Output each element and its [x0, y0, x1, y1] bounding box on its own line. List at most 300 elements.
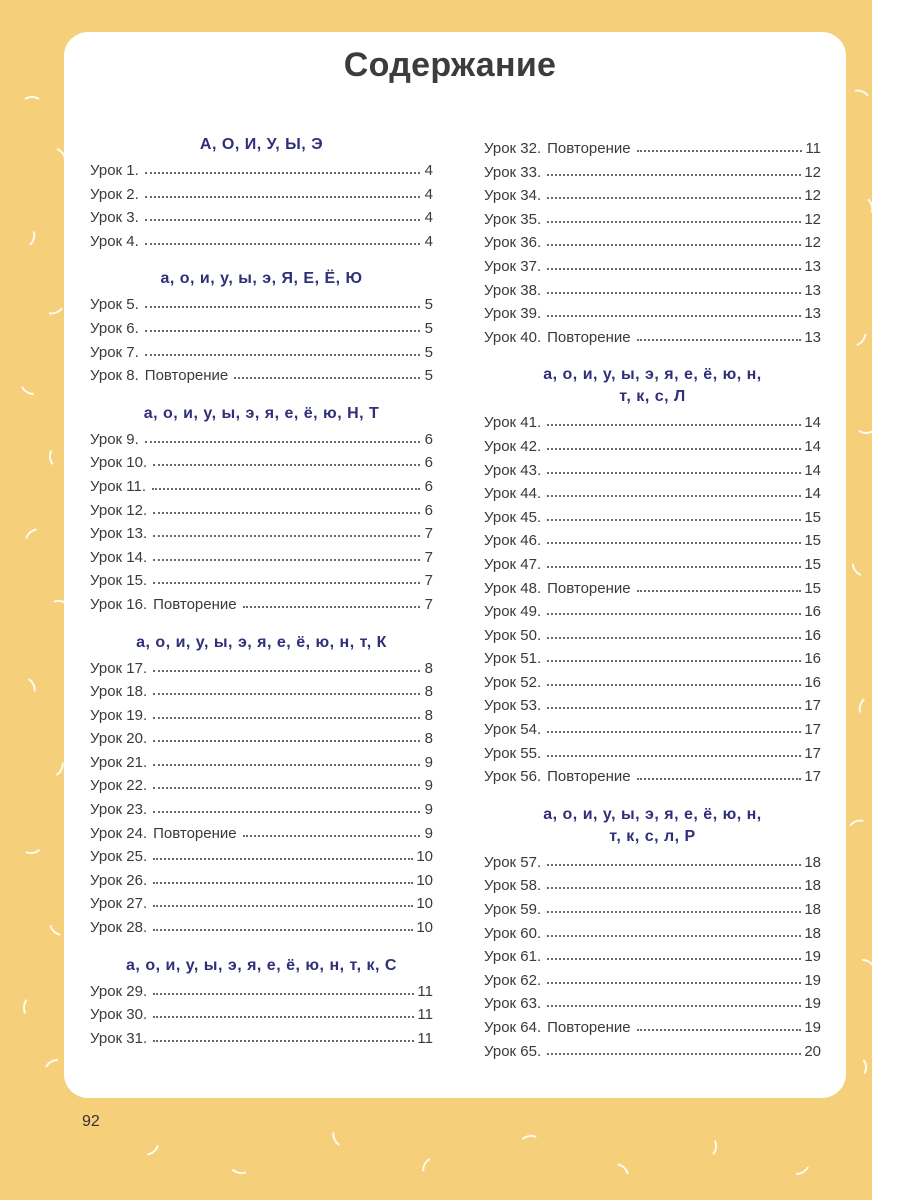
dot-leader: [153, 1040, 414, 1042]
squiggle-decoration: [848, 555, 871, 579]
page-ref: 10: [416, 871, 433, 889]
dot-leader: [547, 268, 801, 270]
toc-entry: [484, 329, 821, 353]
page-ref: 4: [424, 162, 433, 179]
page-ref: 10: [416, 848, 433, 866]
squiggle-decoration: [788, 1156, 812, 1178]
toc-entry: [90, 777, 433, 801]
toc-entry: [90, 1006, 433, 1030]
dot-leader: [153, 535, 420, 537]
page-ref: 18: [804, 877, 821, 895]
dot-leader: [547, 566, 801, 568]
page-ref: 7: [424, 548, 433, 566]
toc-entry: [90, 572, 433, 596]
page-ref: 15: [804, 532, 821, 550]
dot-leader: [547, 1053, 801, 1055]
squiggle-decoration: [329, 1125, 350, 1149]
toc-entry: [90, 983, 433, 1007]
toc-entry: [484, 901, 821, 925]
page-ref: 13: [804, 305, 821, 323]
lesson-label: Урок 8.: [90, 367, 139, 385]
lesson-label: Урок 28.: [90, 919, 148, 937]
toc-entry: [484, 438, 821, 462]
lesson-label: Урок 14.: [90, 548, 148, 566]
lesson-label: Урок 3.: [90, 209, 139, 227]
squiggle-decoration: [42, 297, 66, 317]
dot-leader: [547, 495, 801, 497]
dot-leader: [153, 811, 420, 813]
page-ref: 16: [804, 603, 821, 621]
page-ref: 8: [424, 730, 433, 748]
dot-leader: [547, 755, 801, 757]
toc-entry: [90, 454, 433, 478]
lesson-label: Урок 2.: [90, 185, 139, 203]
lesson-label: Урок 34.: [484, 187, 542, 205]
page-ref: 6: [424, 501, 433, 519]
dot-leader: [547, 424, 801, 426]
page-ref: 11: [417, 982, 433, 1000]
squiggle-decoration: [21, 838, 43, 855]
lesson-label: Урок 24.: [90, 824, 148, 842]
squiggle-decoration: [854, 956, 872, 979]
dot-leader: [145, 219, 420, 221]
section-heading: а, о, и, у, ы, э, я, е, ё, ю, Н, Т: [143, 404, 380, 422]
toc-entry: [90, 660, 433, 684]
squiggle-decoration: [229, 1158, 251, 1176]
lesson-label: Урок 40.: [484, 328, 542, 346]
toc-entry: [90, 162, 433, 186]
toc-section: [484, 140, 821, 352]
squiggle-decoration: [702, 1136, 718, 1158]
lesson-label: Урок 5.: [90, 296, 139, 314]
page-ref: 16: [804, 626, 821, 644]
page-ref: 12: [804, 163, 821, 181]
section-heading: т, к, с, л, Р: [609, 827, 696, 845]
lesson-label: Урок 11.: [90, 477, 147, 495]
dot-leader: [547, 637, 801, 639]
lesson-label: Урок 44.: [484, 485, 542, 503]
lesson-label: Урок 51.: [484, 650, 542, 668]
dot-leader: [153, 693, 420, 695]
toc-entry: [484, 674, 821, 698]
lesson-label: Урок 36.: [484, 234, 542, 252]
page-ref: 9: [424, 777, 433, 795]
page-ref: 5: [424, 319, 433, 337]
toc-section: [484, 364, 821, 792]
lesson-label: Урок 50.: [484, 626, 542, 644]
lesson-label: Урок 48.: [484, 579, 542, 597]
page-ref: 4: [424, 232, 433, 250]
lesson-label: Урок 27.: [90, 895, 148, 913]
toc-entry: [484, 140, 821, 164]
lesson-label: Урок 32.: [484, 140, 542, 157]
dot-leader: [153, 764, 420, 766]
squiggle-decoration: [846, 325, 869, 349]
dot-leader: [547, 982, 801, 984]
toc-entry: [484, 509, 821, 533]
lesson-label: Урок 56.: [484, 768, 542, 786]
toc-entry: [484, 164, 821, 188]
squiggle-decoration: [48, 446, 64, 467]
lesson-label: Урок 54.: [484, 721, 542, 739]
lesson-subtitle: Повторение: [547, 1019, 631, 1036]
lesson-label: Урок 65.: [484, 1042, 542, 1060]
dot-leader: [145, 306, 420, 308]
squiggle-decoration: [22, 96, 42, 110]
squiggle-decoration: [419, 1155, 441, 1179]
dot-leader: [547, 660, 801, 662]
dot-leader: [547, 221, 801, 223]
lesson-label: Урок 1.: [90, 162, 139, 179]
page-ref: 11: [417, 1029, 433, 1047]
dot-leader: [234, 377, 420, 379]
page-ref: 9: [424, 824, 433, 842]
toc-entry: [484, 282, 821, 306]
dot-leader: [547, 244, 801, 246]
toc-entry: [90, 872, 433, 896]
lesson-subtitle: Повторение: [547, 768, 631, 786]
page-ref: 8: [424, 706, 433, 724]
page-ref: 13: [804, 281, 821, 299]
squiggle-decoration: [856, 420, 872, 434]
toc-entry: [484, 462, 821, 486]
page-ref: 12: [804, 234, 821, 252]
page-ref: 7: [424, 595, 433, 613]
toc-section: [90, 955, 433, 1054]
page-ref: 17: [804, 721, 821, 739]
dot-leader: [547, 684, 801, 686]
dot-leader: [637, 150, 803, 152]
lesson-label: Урок 46.: [484, 532, 542, 550]
lesson-label: Урок 7.: [90, 343, 139, 361]
dot-leader: [145, 354, 420, 356]
toc-left-column: [90, 134, 433, 1065]
page-ref: 10: [416, 895, 433, 913]
toc-entry: [484, 211, 821, 235]
page-ref: 17: [804, 697, 821, 715]
lesson-subtitle: Повторение: [144, 367, 229, 385]
lesson-label: Урок 35.: [484, 210, 542, 228]
page-ref: 17: [804, 768, 821, 786]
lesson-label: Урок 63.: [484, 995, 542, 1013]
page-ref: 9: [424, 753, 433, 771]
toc-entry: [484, 603, 821, 627]
squiggle-decoration: [856, 695, 872, 718]
dot-leader: [153, 717, 420, 719]
toc-entry: [90, 549, 433, 573]
toc-entry: [484, 995, 821, 1019]
section-heading: а, о, и, у, ы, э, я, е, ё, ю, н, т, к, С: [126, 956, 397, 974]
page-ref: 16: [804, 650, 821, 668]
lesson-label: Урок 49.: [484, 603, 542, 621]
toc-entry: [90, 209, 433, 233]
page-ref: 20: [804, 1042, 821, 1060]
toc-entry: [90, 344, 433, 368]
toc-entry: [484, 721, 821, 745]
toc-entry: [484, 925, 821, 949]
dot-leader: [637, 590, 802, 592]
dot-leader: [153, 929, 413, 931]
toc-entry: [90, 367, 433, 391]
toc-entry: [484, 745, 821, 769]
dot-leader: [547, 542, 801, 544]
dot-leader: [547, 315, 801, 317]
lesson-label: Урок 45.: [484, 508, 542, 526]
lesson-label: Урок 29.: [90, 982, 148, 1000]
dot-leader: [547, 911, 801, 913]
lesson-subtitle: Повторение: [153, 595, 237, 613]
page-ref: 8: [424, 683, 433, 701]
dot-leader: [153, 512, 420, 514]
toc-entry: [90, 525, 433, 549]
page-ref: 18: [804, 924, 821, 942]
squiggle-decoration: [848, 87, 872, 107]
page-ref: 14: [804, 437, 821, 455]
page-ref: 16: [804, 673, 821, 691]
lesson-label: Урок 41.: [484, 414, 542, 432]
dot-leader: [153, 993, 414, 995]
lesson-label: Урок 17.: [90, 659, 148, 677]
dot-leader: [547, 197, 801, 199]
dot-leader: [547, 1005, 801, 1007]
lesson-label: Урок 53.: [484, 697, 542, 715]
toc-entry: [90, 233, 433, 257]
toc-entry: [90, 801, 433, 825]
page-ref: 11: [417, 1006, 433, 1024]
toc-entry: [90, 730, 433, 754]
dot-leader: [547, 935, 801, 937]
lesson-label: Урок 9.: [90, 430, 139, 448]
lesson-label: Урок 16.: [90, 595, 148, 613]
squiggle-decoration: [519, 1134, 541, 1151]
lesson-label: Урок 26.: [90, 871, 148, 889]
page-ref: 5: [424, 296, 433, 314]
page-ref: 15: [804, 508, 821, 526]
lesson-label: Урок 57.: [484, 853, 542, 871]
lesson-label: Урок 18.: [90, 683, 148, 701]
lesson-label: Урок 42.: [484, 437, 542, 455]
page-ref: 10: [416, 919, 433, 937]
squiggle-decoration: [608, 1160, 632, 1184]
lesson-label: Урок 59.: [484, 901, 542, 919]
lesson-label: Урок 19.: [90, 706, 148, 724]
dot-leader: [153, 1016, 414, 1018]
dot-leader: [547, 292, 801, 294]
dot-leader: [153, 740, 420, 742]
toc-section: [90, 268, 433, 390]
squiggle-decoration: [18, 376, 42, 398]
squiggle-decoration: [17, 675, 38, 699]
lesson-label: Урок 39.: [484, 305, 542, 323]
page-ref: 17: [804, 744, 821, 762]
lesson-label: Урок 10.: [90, 454, 148, 472]
dot-leader: [153, 882, 413, 884]
toc-section: [90, 134, 433, 256]
toc-entry: [484, 556, 821, 580]
dot-leader: [547, 519, 801, 521]
lesson-subtitle: Повторение: [547, 328, 631, 346]
toc-entry: [484, 768, 821, 792]
toc-entry: [90, 895, 433, 919]
lesson-label: Урок 22.: [90, 777, 148, 795]
dot-leader: [243, 835, 420, 837]
dot-leader: [152, 488, 420, 490]
toc-entry: [484, 627, 821, 651]
toc-entry: [484, 877, 821, 901]
toc-entry: [90, 683, 433, 707]
dot-leader: [637, 339, 802, 341]
dot-leader: [153, 905, 413, 907]
page-ref: 14: [804, 461, 821, 479]
page-ref: 7: [424, 525, 433, 543]
section-heading: а, о, и, у, ы, э, я, е, ё, ю, н, т, К: [136, 633, 387, 651]
dot-leader: [153, 559, 420, 561]
lesson-label: Урок 61.: [484, 948, 542, 966]
page-ref: 11: [805, 140, 821, 157]
page-ref: 6: [424, 454, 433, 472]
lesson-label: Урок 23.: [90, 801, 148, 819]
dot-leader: [637, 778, 802, 780]
lesson-label: Урок 4.: [90, 232, 139, 250]
dot-leader: [547, 731, 801, 733]
section-heading: а, о, и, у, ы, э, я, е, ё, ю, н,: [543, 805, 762, 823]
lesson-subtitle: Повторение: [547, 140, 631, 157]
dot-leader: [153, 582, 420, 584]
lesson-label: Урок 12.: [90, 501, 148, 519]
page-ref: 18: [804, 901, 821, 919]
page-ref: 19: [804, 948, 821, 966]
toc-entry: [90, 502, 433, 526]
squiggle-decoration: [857, 196, 872, 219]
section-heading: т, к, с, Л: [619, 388, 686, 406]
lesson-label: Урок 6.: [90, 319, 139, 337]
lesson-label: Урок 30.: [90, 1006, 148, 1024]
lesson-label: Урок 58.: [484, 877, 542, 895]
dot-leader: [153, 858, 413, 860]
dot-leader: [637, 1029, 802, 1031]
section-heading: а, о, и, у, ы, э, Я, Е, Ё, Ю: [160, 270, 363, 288]
page-ref: 15: [804, 579, 821, 597]
page-ref: 7: [424, 572, 433, 590]
dot-leader: [547, 958, 801, 960]
page-number: 92: [82, 1113, 100, 1130]
toc-entry: [90, 320, 433, 344]
page-ref: 19: [804, 1019, 821, 1036]
lesson-label: Урок 15.: [90, 572, 148, 590]
dot-leader: [145, 243, 420, 245]
page-ref: 18: [804, 853, 821, 871]
toc-entry: [90, 478, 433, 502]
page-ref: 13: [804, 328, 821, 346]
dot-leader: [547, 472, 801, 474]
page-ref: 19: [804, 995, 821, 1013]
page-ref: 12: [804, 210, 821, 228]
dot-leader: [547, 864, 801, 866]
dot-leader: [547, 707, 801, 709]
toc-section: [90, 403, 433, 620]
page-ref: 14: [804, 485, 821, 503]
page-ref: 6: [424, 430, 433, 448]
toc-entry: [90, 1030, 433, 1054]
page-ref: 15: [804, 555, 821, 573]
lesson-label: Урок 20.: [90, 730, 148, 748]
toc-entry: [484, 650, 821, 674]
page-ref: 4: [424, 209, 433, 227]
toc-section: [90, 632, 433, 943]
page-title: Содержание: [343, 46, 557, 84]
lesson-label: Урок 31.: [90, 1029, 148, 1047]
section-heading: а, о, и, у, ы, э, я, е, ё, ю, н,: [543, 366, 762, 384]
toc-entry: [484, 234, 821, 258]
squiggle-decoration: [42, 1056, 66, 1078]
toc-entry: [90, 754, 433, 778]
page-ref: 6: [424, 477, 433, 495]
toc-entry: [90, 431, 433, 455]
toc-entry: [484, 305, 821, 329]
squiggle-decoration: [846, 817, 870, 837]
toc-entry: [90, 596, 433, 620]
toc-entry: [90, 825, 433, 849]
toc-entry: [484, 1043, 821, 1067]
squiggle-decoration: [22, 525, 46, 549]
lesson-label: Урок 60.: [484, 924, 542, 942]
page-ref: 19: [804, 971, 821, 989]
dot-leader: [547, 174, 801, 176]
page-ref: 12: [804, 187, 821, 205]
toc-entry: [484, 1019, 821, 1043]
toc-entry: [484, 972, 821, 996]
lesson-label: Урок 33.: [484, 163, 542, 181]
page-ref: 5: [424, 343, 433, 361]
section-heading: А, О, И, У, Ы, Э: [199, 136, 324, 153]
page-ref: 4: [424, 185, 433, 203]
page-ref: 9: [424, 801, 433, 819]
dot-leader: [145, 441, 420, 443]
toc-right-column: [484, 140, 821, 1078]
lesson-label: Урок 25.: [90, 848, 148, 866]
page-ref: 13: [804, 257, 821, 275]
lesson-label: Урок 37.: [484, 257, 542, 275]
toc-entry: [484, 187, 821, 211]
lesson-label: Урок 43.: [484, 461, 542, 479]
toc-entry: [90, 296, 433, 320]
lesson-label: Урок 13.: [90, 525, 148, 543]
dot-leader: [153, 464, 420, 466]
lesson-label: Урок 62.: [484, 971, 542, 989]
squiggle-decoration: [19, 225, 38, 248]
dot-leader: [243, 606, 420, 608]
lesson-label: Урок 52.: [484, 673, 542, 691]
dot-leader: [547, 448, 801, 450]
dot-leader: [145, 172, 420, 174]
toc-section: [484, 804, 821, 1066]
lesson-label: Урок 21.: [90, 753, 148, 771]
toc-entry: [484, 532, 821, 556]
lesson-label: Урок 64.: [484, 1019, 542, 1036]
squiggle-decoration: [138, 1135, 162, 1159]
dot-leader: [145, 196, 420, 198]
lesson-subtitle: Повторение: [153, 824, 237, 842]
toc-entry: [90, 707, 433, 731]
toc-entry: [484, 697, 821, 721]
dot-leader: [145, 330, 420, 332]
dot-leader: [153, 670, 420, 672]
page-ref: 5: [424, 367, 433, 385]
dot-leader: [547, 887, 801, 889]
lesson-label: Урок 55.: [484, 744, 542, 762]
toc-entry: [484, 580, 821, 604]
toc-entry: [484, 854, 821, 878]
